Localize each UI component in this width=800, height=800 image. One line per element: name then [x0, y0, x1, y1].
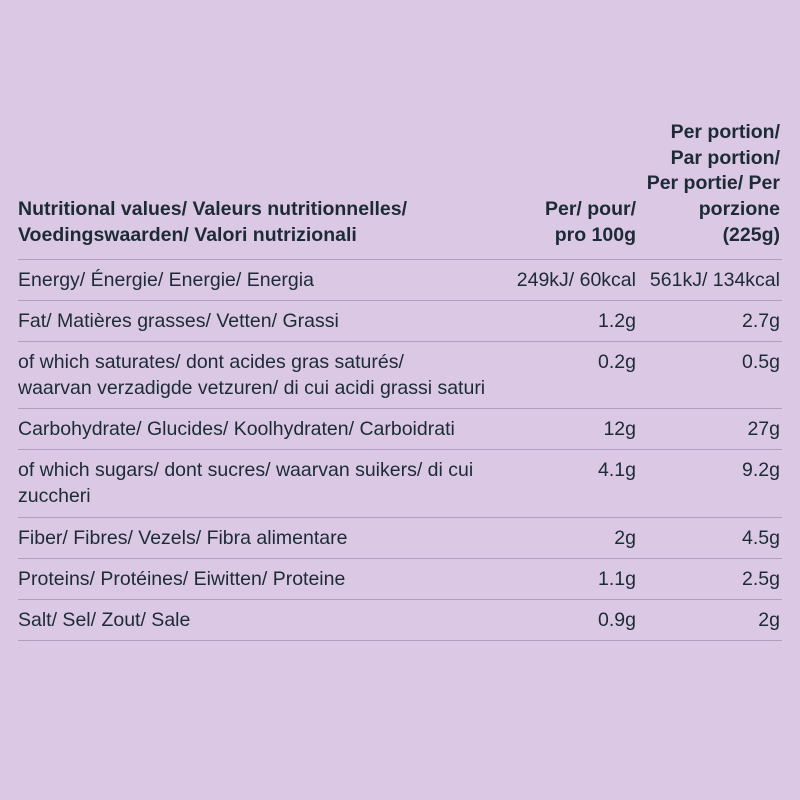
row-label-line1: Salt/ Sel/ Zout/ Sale [18, 608, 191, 631]
row-value-per-100g: 2g [498, 517, 638, 558]
row-value-per-portion: 4.5g [638, 517, 782, 558]
row-label [18, 259, 498, 300]
header-nutritional-values [18, 120, 498, 259]
row-label [18, 409, 498, 450]
row-value-per-100g: 12g [498, 409, 638, 450]
row-label-line1: of which saturates/ dont acides gras saturés/ [18, 350, 404, 373]
header-per-100g [498, 120, 638, 259]
table-row [18, 341, 782, 408]
row-label [18, 599, 498, 640]
row-label [18, 450, 498, 517]
header-per-portion [638, 120, 782, 259]
header-per-portion-line1: Per portion/ [670, 121, 780, 143]
row-label-line1: Fiber/ Fibres/ Vezels/ Fibra alimentare [18, 526, 348, 549]
header-row [18, 120, 782, 259]
header-per-portion-line2: Par portion/ [670, 146, 780, 169]
row-label-line1: Fat/ Matières grasses/ Vetten/ Grassi [18, 309, 339, 332]
row-value-per-portion: 561kJ/ 134kcal [638, 259, 782, 300]
row-value-per-portion: 2g [638, 599, 782, 640]
row-value-per-portion: 27g [638, 409, 782, 450]
table-header [18, 120, 782, 259]
row-label [18, 341, 498, 408]
row-label-line1: Energy/ Énergie/ Energie/ Energia [18, 268, 314, 291]
row-value-per-portion: 2.7g [638, 300, 782, 341]
header-nutritional-values-line1: Nutritional values/ Valeurs nutritionnelles/ [18, 198, 408, 221]
table-row [18, 450, 782, 517]
row-label-line2: waarvan verzadigde vetzuren/ di cui acidi grassi saturi [18, 377, 486, 400]
header-per-portion-line3: Per portie/ Per [646, 172, 780, 195]
nutrition-table [18, 120, 782, 641]
row-value-per-100g: 0.9g [498, 599, 638, 640]
table-row [18, 409, 782, 450]
row-value-per-100g: 1.1g [498, 558, 638, 599]
header-per-100g-line2: pro 100g [554, 223, 636, 246]
row-label [18, 517, 498, 558]
row-value-per-portion: 9.2g [638, 450, 782, 517]
table-body [18, 259, 782, 640]
row-label-line1: of which sugars/ dont sucres/ waarvan suikers/ di cui zuccheri [18, 459, 474, 508]
header-per-portion-line4: porzione (225g) [698, 198, 780, 246]
row-value-per-100g: 4.1g [498, 450, 638, 517]
table-row [18, 300, 782, 341]
row-value-per-portion: 2.5g [638, 558, 782, 599]
row-label-line1: Proteins/ Protéines/ Eiwitten/ Proteine [18, 567, 346, 590]
row-value-per-portion: 0.5g [638, 341, 782, 408]
nutrition-panel [18, 120, 782, 641]
row-value-per-100g: 249kJ/ 60kcal [498, 259, 638, 300]
row-value-per-100g: 1.2g [498, 300, 638, 341]
row-label-line1: Carbohydrate/ Glucides/ Koolhydraten/ Carboidrati [18, 418, 455, 441]
row-label [18, 300, 498, 341]
row-label [18, 558, 498, 599]
table-row [18, 259, 782, 300]
table-row [18, 599, 782, 640]
table-row [18, 517, 782, 558]
header-nutritional-values-line2: Voedingswaarden/ Valori nutrizionali [18, 223, 357, 246]
header-per-100g-line1: Per/ pour/ [544, 198, 636, 221]
row-value-per-100g: 0.2g [498, 341, 638, 408]
table-row [18, 558, 782, 599]
